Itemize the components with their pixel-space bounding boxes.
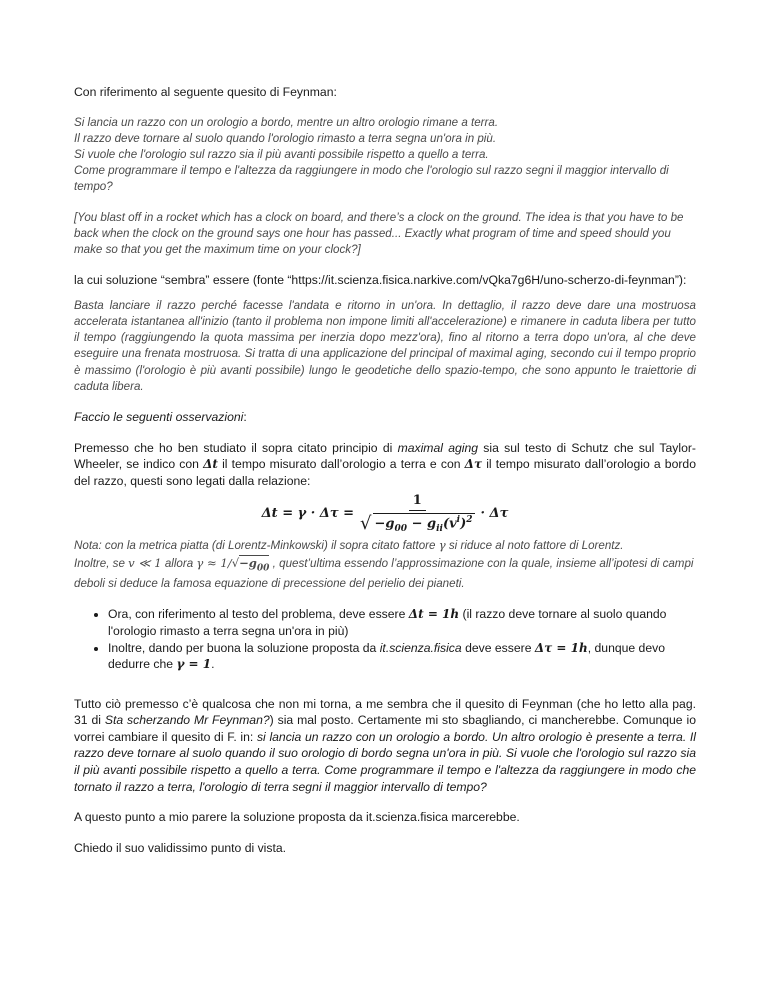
closing-text: Chiedo il suo validissimo punto di vista. — [74, 840, 287, 855]
radicand-sub: ii — [436, 524, 443, 535]
bullet-text: Ora, con riferimento al testo del problema, deve essere — [108, 607, 409, 622]
delta-tau-symbol: Δτ — [464, 457, 483, 472]
note-text: Inoltre, se — [74, 556, 129, 570]
note-text: Nota: con la metrica piatta (di Lorentz-Minkowski) il sopra citato fattore — [74, 539, 439, 553]
premise-text: Premesso che ho ben studiato il sopra citato principio di — [74, 440, 398, 455]
bullet-math: γ = 1 — [176, 657, 212, 672]
feynman-question-english: [You blast off in a rocket which has a clock on board, and there’s a clock on the ground. The idea is that you have to be back when the clock on the ground says one hour has passed... Exactly what program of time and speed should you make so that you get the maximum time on your clock?] — [74, 210, 684, 257]
proposed-solution: Basta lanciare il razzo perché facesse l'andata e ritorno in un'ora. In dettaglio, il razzo deve dare una mostruosa accelerata istantanea all'inizio (tanto il problema non impone limiti all'accelerazione) e rimanere in caduta libera per tutto il tempo (raggiungendo la quota massima per inerzia dopo mezz'ora), fino al ritorno a terra dopo un'ora, al che deve eseguire una frenata mostruosa. Si tratta di una applicazione del principal of maximal aging, secondo cui il tempo proprio è massimo (l'orologio è più avanti possibile) lungo le geodetiche dello spazio-tempo, che sono appunto le traiettorie di caduta libera. — [74, 298, 696, 393]
formula-denominator — [360, 511, 474, 534]
bullet-math: Δτ = 1h — [534, 640, 588, 655]
list-item — [108, 606, 696, 639]
premise-text: il tempo misurato dall’orologio a bordo del razzo, questi sono legati dalla relazione: — [74, 457, 696, 488]
intro-text: Con riferimento al seguente quesito di Feynman: — [74, 85, 337, 99]
list-item — [108, 640, 696, 673]
premise-emphasis: maximal aging — [397, 440, 479, 455]
sqrt-symbol: √ — [231, 555, 240, 570]
formula-radicand — [373, 513, 475, 534]
radicand-part: − g — [407, 516, 437, 532]
bullet-text: (il razzo deve tornare al suolo quando l'orologio rimasto a terra segna un'ora in più) — [108, 607, 667, 638]
delta-t-symbol: Δt — [203, 457, 218, 472]
radicand-part: (v — [442, 516, 457, 532]
note-text: si riduce al noto fattore di Lorentz. — [445, 539, 624, 553]
premise-text: il tempo misurato dall’orologio a terra e con — [217, 457, 465, 472]
radicand-part: ) — [460, 516, 467, 532]
question-line: Il razzo deve tornare al suolo quando l'orologio rimasto a terra segna un'ora in più. — [74, 131, 497, 145]
bullet-list — [74, 606, 696, 672]
conclusion-text: Tutto ciò premesso c’è qualcosa che non mi torna, a me sembra che il quesito di Feynman (che ho letto alla pag. 31 di — [74, 696, 696, 728]
conclusion-text: ) sia mal posto. Certamente mi sto sbagliando, ci mancherebbe. Comunque io vorrei cambiare il quesito di F. in: — [74, 713, 696, 744]
bullet-text: , dunque devo dedurre che — [108, 640, 665, 672]
radicand-sup: 2 — [466, 515, 473, 526]
reformulated-question: si lancia un razzo con un orologio a bordo. Un altro orologio è presente a terra. Il razzo deve tornare al suolo quando il suo orologio di bordo segna un'ora in più. Si vuole che l'orologio sul razzo sia il più avanti possibile rispetto a quello a terra. Come programmare il tempo e l'altezza da raggiungere in modo che tornato il razzo a terra, l'orologio di terra segni il maggior intervallo di tempo? — [74, 729, 696, 794]
solution-intro: la cui soluzione “sembra” essere (fonte “https://it.scienza.fisica.narkive.com/vQka7g6H/uno-scherzo-di-feynman”): — [74, 273, 687, 288]
document-body — [74, 84, 696, 856]
question-line: Come programmare il tempo e l'altezza da raggiungere in modo che l'orologio sul razzo segni il maggior intervallo di tempo? — [74, 164, 669, 194]
note-text: allora — [161, 556, 197, 570]
bullet-text: deve essere — [461, 640, 535, 655]
note-paragraph — [74, 537, 696, 592]
observations-heading: Faccio le seguenti osservazioni: — [74, 410, 247, 425]
formula-lhs: Δt = γ · Δτ = — [261, 506, 355, 522]
gamma-symbol: γ — [438, 538, 446, 553]
g00-sub: 00 — [256, 562, 270, 573]
question-line: Si lancia un razzo con un orologio a bordo, mentre un altro orologio rimane a terra. — [74, 115, 499, 129]
bullet-text: . — [211, 657, 215, 672]
gamma-approx: γ ≈ 1/ — [196, 555, 232, 570]
much-less-than: ≪ 1 — [134, 555, 162, 570]
radicand-sup: i — [456, 515, 461, 526]
observations-title: Faccio le seguenti osservazioni — [74, 410, 244, 425]
g00-radicand — [239, 555, 270, 573]
sqrt-symbol: √ — [360, 513, 372, 535]
bullet-math: Δt = 1h — [408, 607, 460, 622]
radicand-sub: 00 — [394, 524, 408, 535]
g00-symbol: −g — [239, 555, 257, 570]
formula-numerator: 1 — [409, 493, 426, 511]
formula-fraction — [360, 493, 474, 534]
radicand-part: −g — [374, 516, 395, 532]
formula-rhs: · Δτ — [480, 506, 509, 522]
time-dilation-formula — [74, 493, 696, 534]
bullet-text: Inoltre, dando per buona la soluzione proposta da — [108, 640, 380, 655]
note-text: , quest’ultima essendo l’approssimazione con la quale, insieme all’ipotesi di campi deboli si deduce la famosa equazione di precessione del perielio dei pianeti. — [74, 556, 694, 591]
premise-text: sia sul testo di Schutz che sul Taylor-Wheeler, se indico con — [74, 440, 696, 472]
book-title: Sta scherzando Mr Feynman? — [104, 713, 270, 728]
feynman-question-italian — [74, 115, 696, 196]
conclusion-paragraph — [74, 696, 696, 796]
question-line: Si vuole che l'orologio sul razzo sia il più avanti possibile rispetto a quello a terra. — [74, 148, 489, 161]
bullet-emphasis: it.scienza.fisica — [379, 640, 462, 655]
v-symbol: v — [128, 555, 135, 570]
opinion-text: A questo punto a mio parere la soluzione proposta da it.scienza.fisica marcerebbe. — [74, 810, 520, 825]
premise-paragraph — [74, 440, 696, 490]
